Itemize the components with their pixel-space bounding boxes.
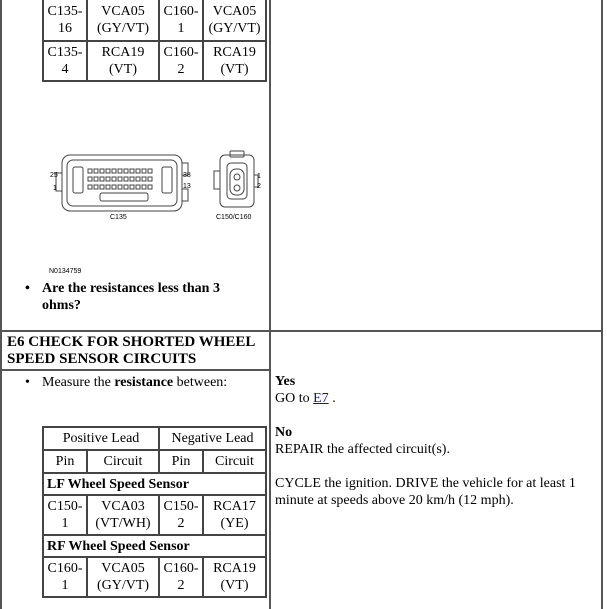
c135-pin-label-top-right: 38: [183, 172, 191, 179]
cycle-line1: CYCLE the ignition. DRIVE the vehicle for at least 1: [275, 476, 576, 491]
rf-circuit-positive: VCA05 (GY/VT): [87, 557, 159, 597]
group-lf-wheel-speed-sensor: LF Wheel Speed Sensor: [43, 473, 266, 495]
e5-question-line2: ohms?: [42, 298, 81, 313]
e6-instruction: • Measure the resistance between:: [25, 375, 228, 390]
e6-resistance-table: [42, 426, 267, 598]
instruction-bold: resistance: [114, 375, 174, 390]
header-positive-lead: Positive Lead: [43, 427, 159, 450]
e6-title-line2: SPEED SENSOR CIRCUITS: [7, 351, 197, 367]
subheader-pin-positive: Pin: [43, 450, 87, 473]
row-divider: [0, 330, 603, 332]
c135-pin-label-bottom-right: 13: [183, 183, 191, 190]
subheader-circuit-positive: Circuit: [87, 450, 159, 473]
top-row2-circuit2: RCA19 (VT): [203, 41, 266, 81]
frame-middle-border: [269, 0, 271, 609]
figure-id: N0134759: [49, 268, 82, 275]
yes-suffix: .: [328, 391, 336, 406]
no-label: No: [275, 425, 293, 440]
frame-right-border: [601, 0, 603, 609]
goto-e7-link[interactable]: E7: [313, 391, 329, 406]
lf-pin-negative: C150- 2: [159, 495, 203, 535]
c135-pin-label-bottom-left: 1: [53, 185, 57, 192]
top-wiring-table: [42, 0, 267, 82]
lf-circuit-negative: RCA17 (YE): [203, 495, 266, 535]
subheader-circuit-negative: Circuit: [203, 450, 266, 473]
no-action: REPAIR the affected circuit(s).: [275, 442, 450, 457]
rf-pin-positive: C160- 1: [43, 557, 87, 597]
c150-pin-label-1: 1: [257, 173, 261, 180]
frame-left-border: [0, 0, 2, 609]
c135-connector-icon: [56, 155, 188, 211]
e6-title-divider: [0, 369, 271, 371]
rf-pin-negative: C160- 2: [159, 557, 203, 597]
lf-pin-positive: C150- 1: [43, 495, 87, 535]
connector-diagram: [40, 145, 270, 285]
rf-circuit-negative: RCA19 (VT): [203, 557, 266, 597]
header-negative-lead: Negative Lead: [159, 427, 266, 450]
yes-text: GO to: [275, 391, 314, 406]
yes-action: [275, 390, 600, 407]
cycle-instruction: [275, 475, 600, 509]
top-row1-pin1: C135- 16: [43, 0, 87, 41]
cycle-line2: minute at speeds above 20 km/h (12 mph).: [275, 493, 514, 508]
c135-pin-label-top-left: 25: [50, 172, 58, 179]
instruction-prefix: Measure the: [42, 375, 115, 390]
c135-label: C135: [110, 214, 127, 221]
group-rf-wheel-speed-sensor: RF Wheel Speed Sensor: [43, 535, 266, 557]
e5-question-line1: Are the resistances less than 3: [42, 281, 220, 296]
e6-result: [275, 373, 600, 509]
yes-label: Yes: [275, 374, 296, 389]
subheader-pin-negative: Pin: [159, 450, 203, 473]
c150-c160-connector-icon: [214, 151, 258, 207]
e6-title-line1: E6 CHECK FOR SHORTED WHEEL: [7, 334, 256, 350]
e6-step-title: [7, 334, 267, 368]
c150-c160-label: C150/C160: [216, 214, 252, 221]
top-row1-pin2: C160- 1: [159, 0, 203, 41]
top-row1-circuit2: VCA05 (GY/VT): [203, 0, 266, 41]
top-row2-pin1: C135- 4: [43, 41, 87, 81]
top-row1-circuit1: VCA05 (GY/VT): [87, 0, 159, 41]
lf-circuit-positive: VCA03 (VT/WH): [87, 495, 159, 535]
instruction-suffix: between:: [173, 375, 228, 390]
e5-question: • Are the resistances less than 3 ohms?: [25, 281, 220, 313]
top-row2-pin2: C160- 2: [159, 41, 203, 81]
top-row2-circuit1: RCA19 (VT): [87, 41, 159, 81]
c150-pin-label-2: 2: [257, 183, 261, 190]
